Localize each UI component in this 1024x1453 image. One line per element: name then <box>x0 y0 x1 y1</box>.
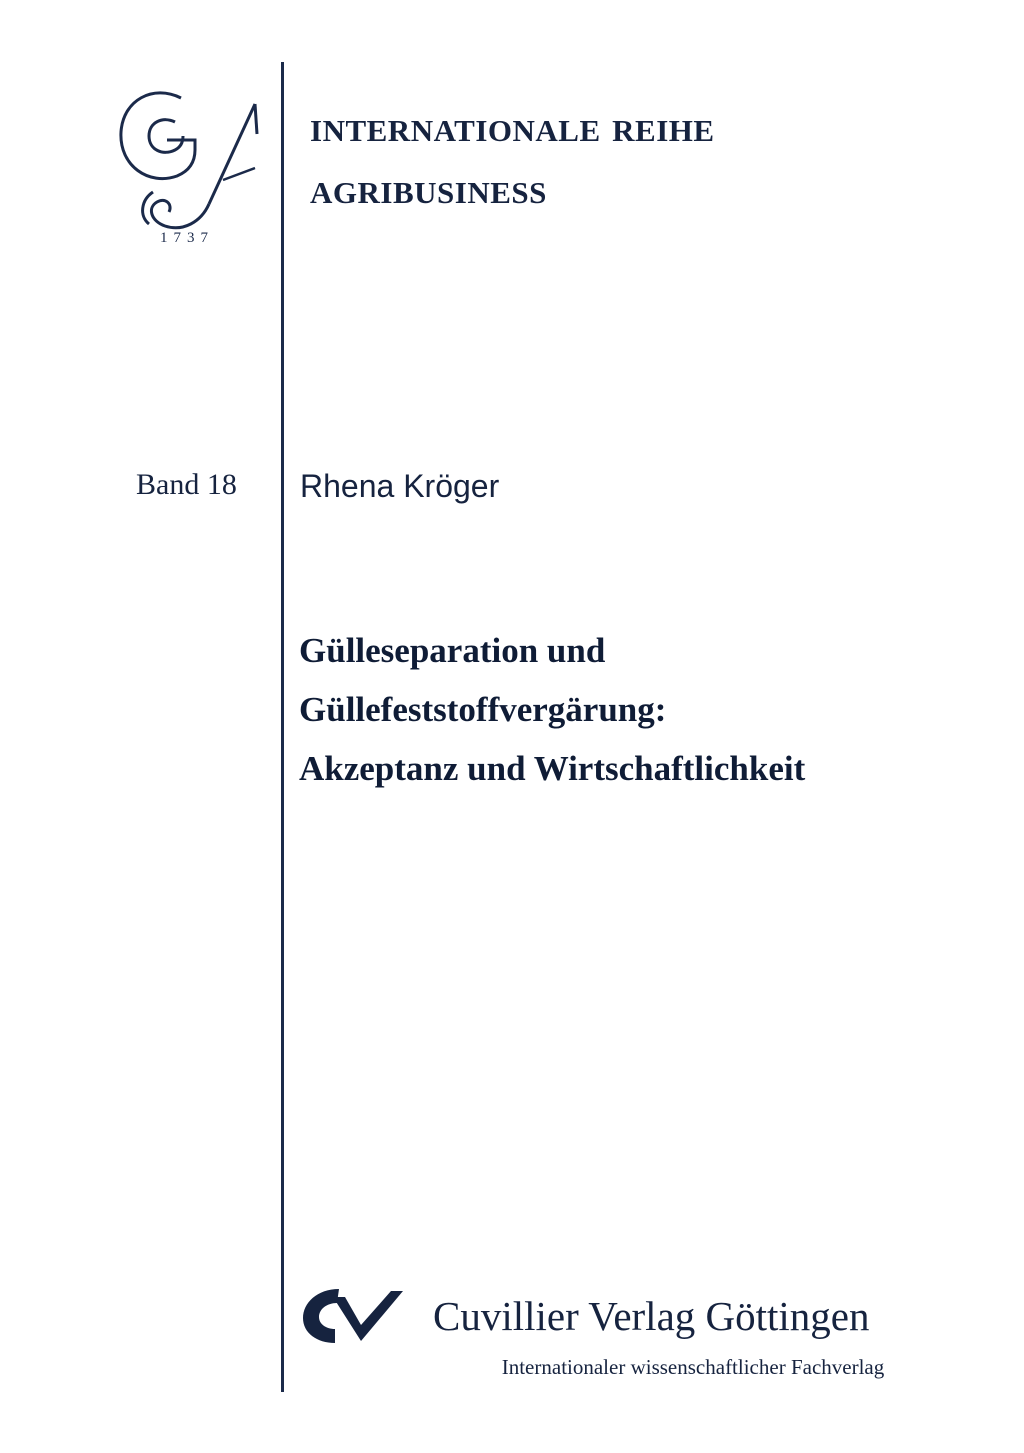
book-title-line-3: Akzeptanz und Wirtschaftlichkeit <box>299 748 806 788</box>
cuvillier-verlag-logo-icon <box>299 1285 411 1347</box>
publisher-row <box>299 1285 959 1347</box>
publisher-block <box>299 1285 959 1380</box>
volume-label: Band 18 <box>136 468 237 501</box>
author-name: Rhena Kröger <box>300 468 500 504</box>
series-title <box>310 96 950 221</box>
series-title-line-2: agribusiness <box>310 164 547 214</box>
university-seal-icon <box>105 70 270 250</box>
series-title-line-1: internationale reihe <box>310 102 715 151</box>
seal-year-text: 1737 <box>160 230 214 246</box>
publisher-name: Cuvillier Verlag Göttingen <box>433 1292 870 1339</box>
publisher-subtitle: Internationaler wissenschaftlicher Fachverlag <box>501 1355 885 1379</box>
book-title <box>299 622 959 798</box>
vertical-divider <box>281 62 284 1392</box>
book-title-line-1: Gülleseparation und <box>299 631 606 670</box>
book-title-line-2: Güllefeststoffvergärung: <box>299 689 667 729</box>
